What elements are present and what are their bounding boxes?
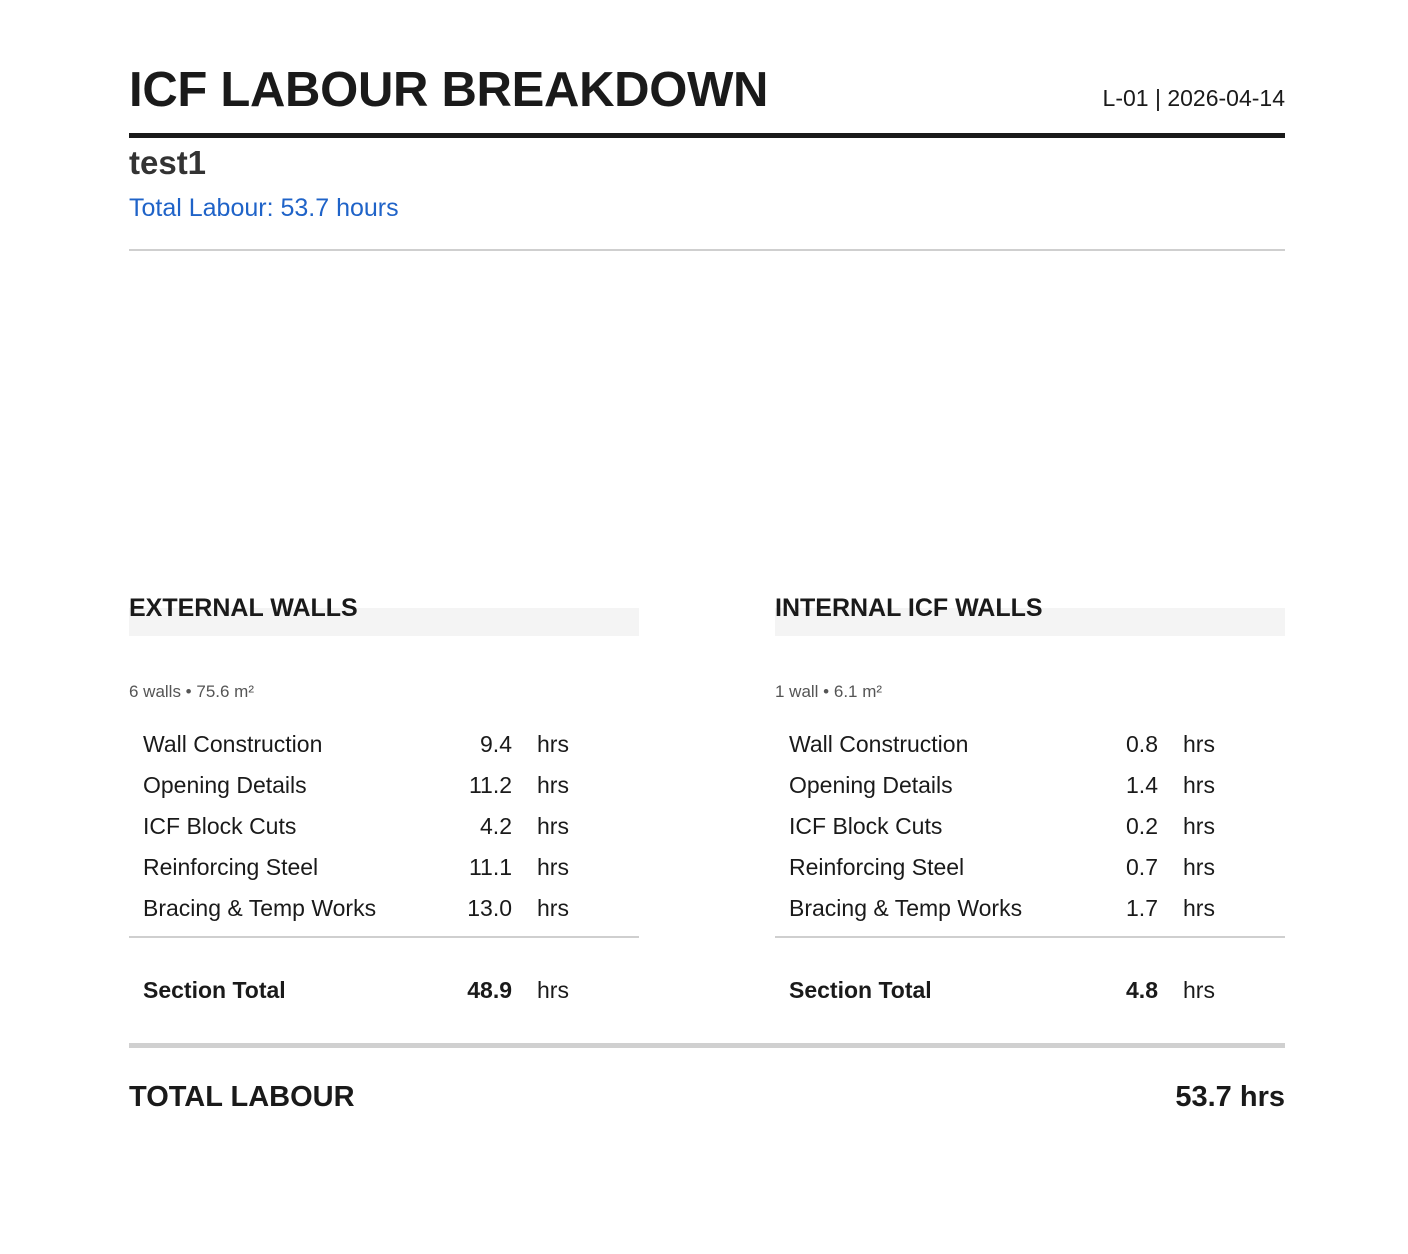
section-title: EXTERNAL WALLS — [129, 594, 358, 622]
row-unit: hrs — [1183, 854, 1215, 880]
grand-total-label: TOTAL LABOUR — [129, 1081, 355, 1113]
row-value: 11.1 — [468, 854, 512, 880]
row-value: 11.2 — [468, 772, 512, 798]
row-value: 0.2 — [1126, 813, 1158, 839]
row-unit: hrs — [537, 813, 569, 839]
header-divider — [129, 249, 1285, 251]
row-unit: hrs — [1183, 813, 1215, 839]
row-label: Opening Details — [143, 772, 307, 798]
section-total-label: Section Total — [789, 977, 932, 1003]
section-meta: 6 walls • 75.6 m² — [129, 682, 254, 701]
row-value: 4.2 — [480, 813, 512, 839]
report-reference: L-01 | 2026-04-14 — [1102, 85, 1285, 111]
row-label: Wall Construction — [143, 731, 323, 757]
labour-row-reinforcing-steel — [775, 847, 1285, 888]
report-title: ICF LABOUR BREAKDOWN — [129, 63, 769, 117]
row-label: Wall Construction — [789, 731, 969, 757]
row-label: Opening Details — [789, 772, 953, 798]
row-value: 0.7 — [1126, 854, 1158, 880]
row-label: ICF Block Cuts — [143, 813, 297, 839]
labour-row-wall-construction — [129, 724, 639, 765]
row-unit: hrs — [537, 854, 569, 880]
row-value: 1.7 — [1126, 895, 1158, 921]
row-unit: hrs — [537, 895, 569, 921]
section-total-unit: hrs — [1183, 977, 1215, 1003]
labour-report — [129, 0, 1285, 1254]
section-divider — [775, 936, 1285, 938]
labour-row-icf-block-cuts — [129, 806, 639, 847]
section-total-row — [775, 970, 1285, 1011]
section-title: INTERNAL ICF WALLS — [775, 594, 1043, 622]
row-unit: hrs — [1183, 772, 1215, 798]
row-label: Reinforcing Steel — [143, 854, 319, 880]
labour-rows — [775, 724, 1285, 929]
section-internal-icf-walls — [775, 590, 1285, 1010]
labour-row-bracing-temp-works — [775, 888, 1285, 929]
labour-row-reinforcing-steel — [129, 847, 639, 888]
section-meta: 1 wall • 6.1 m² — [775, 682, 883, 701]
row-unit: hrs — [537, 772, 569, 798]
labour-row-bracing-temp-works — [129, 888, 639, 929]
row-label: Bracing & Temp Works — [789, 895, 1023, 921]
row-label: Bracing & Temp Works — [143, 895, 377, 921]
labour-row-icf-block-cuts — [775, 806, 1285, 847]
section-divider — [129, 936, 639, 938]
labour-row-opening-details — [129, 765, 639, 806]
row-unit: hrs — [1183, 895, 1215, 921]
report-header — [129, 60, 1285, 120]
project-name: test1 — [129, 144, 207, 181]
grand-total-value: 53.7 hrs — [1175, 1081, 1285, 1113]
row-unit: hrs — [1183, 731, 1215, 757]
section-total-unit: hrs — [537, 977, 569, 1003]
labour-rows — [129, 724, 639, 929]
grand-total-divider — [129, 1043, 1285, 1048]
labour-row-wall-construction — [775, 724, 1285, 765]
row-value: 0.8 — [1126, 731, 1158, 757]
row-label: Reinforcing Steel — [789, 854, 965, 880]
row-value: 9.4 — [480, 731, 512, 757]
row-value: 1.4 — [1126, 772, 1158, 798]
section-total-value: 4.8 — [1126, 977, 1158, 1003]
section-external-walls — [129, 590, 639, 1010]
row-label: ICF Block Cuts — [789, 813, 943, 839]
row-value: 13.0 — [467, 895, 512, 921]
labour-row-opening-details — [775, 765, 1285, 806]
title-divider — [129, 133, 1285, 138]
total-labour-summary: Total Labour: 53.7 hours — [129, 194, 399, 222]
section-total-value: 48.9 — [467, 977, 512, 1003]
section-total-label: Section Total — [143, 977, 286, 1003]
section-total-row — [129, 970, 639, 1011]
row-unit: hrs — [537, 731, 569, 757]
